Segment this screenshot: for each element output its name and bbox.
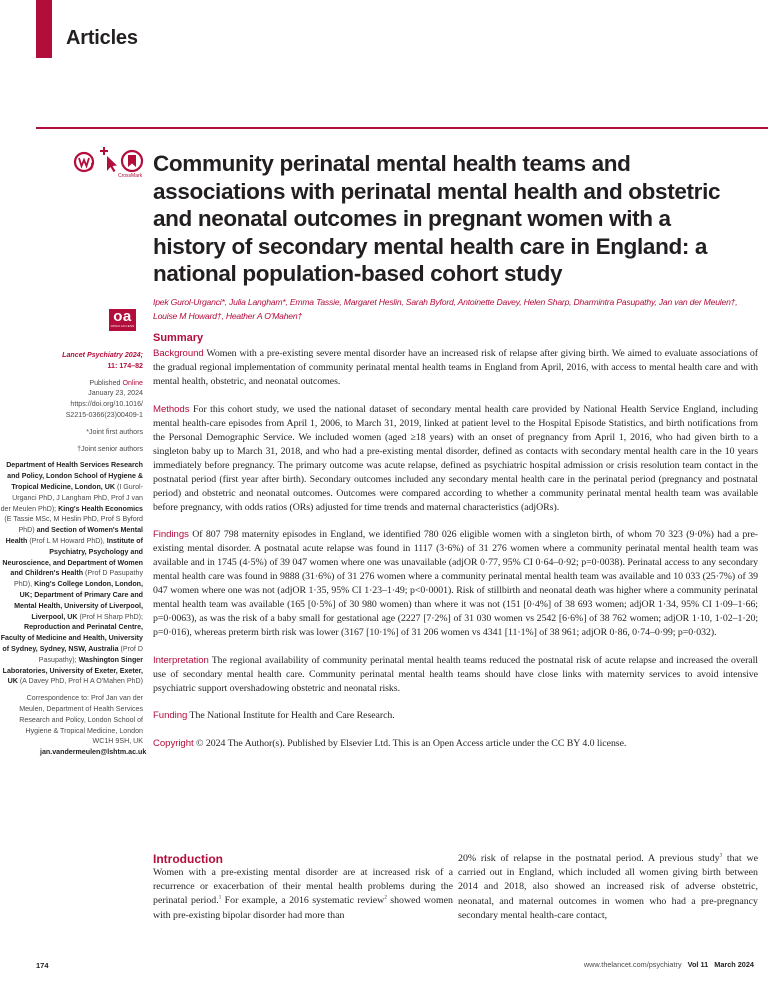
cursor-plus-icon[interactable]	[98, 147, 120, 173]
article-sidebar	[0, 350, 147, 758]
methods-label: Methods	[153, 403, 190, 415]
summary-heading: Summary	[153, 332, 204, 344]
affiliation-item: King's Health Economics	[58, 504, 143, 513]
page-number: 174	[36, 961, 49, 970]
open-access-badge	[109, 309, 136, 331]
funding-label: Funding	[153, 710, 188, 721]
affiliation-item: Reproduction and Perinatal Centre, Faculty of Medicine and Health, University of Sydney, Sydney, NSW, Australia	[0, 623, 143, 653]
journal-volume: 11: 174–82	[107, 361, 143, 370]
section-color-bar	[36, 0, 52, 58]
affiliation-item: King's College London, London, UK; Department of Primary Care and Mental Health, University of Liverpool, Liverpool, UK	[14, 580, 143, 621]
introduction-column-1: Women with a pre-existing mental disorder are at increased risk of a recurrence or exacerbation of their mental health problems during the perinatal period.$^1$ For example, a 2016 systematic review$^2$ showed women with pre-existing bipolar disorder had more than	[153, 867, 453, 921]
summary-findings: Findings Of 807 798 maternity episodes in England, we identified 780 026 eligible women with a singleton birth, of whom 70 323 (9·0%) had a pre-existing mental disorder. A postnatal acute relapse was found in 1117 (3·6%) of 31 276 women where a community perinatal mental health team was available and in 1745 (4·5%) of 39 047 women where one was unavailable (adjOR 0·77, 95% CI 0·64–0·92; p=0·0038). Perinatal access to any secondary mental health care was found in 9888 (31·6%) of 31 276 women where a community perinatal mental health team was available and 10 033 (25·7%) of 39 047 women where one was not (adjOR 1·35, 95% CI 1·23–1·49; p<0·0001). Risk of stillbirth and neonatal death was higher where a community perinatal mental health team was available (165 [0·5%] of 30 980 women) than where it was not (151 [0·4%] of 38 693 women; adjOR 1·34, 95% CI 1·09–1·66; p=0·0063), as was the risk of a baby small for gestational age (2227 [7·2%] of 31 030 women vs 2542 [6·6%] of 38 762 women; adjOR 1·10, 1·02–1·20; p=0·016), whereas preterm birth risk was lower (3167 [10·1%] of 31 206 women vs 4341 [11·1%] of 38 961; adjOR 0·86, 0·74–0·99; p=0·032).	[153, 529, 758, 638]
summary-abstract	[153, 347, 758, 764]
joint-first-note: *Joint first authors	[86, 427, 143, 436]
header-divider	[36, 127, 768, 129]
journal-citation	[0, 350, 143, 372]
journal-name: Lancet Psychiatry 2024;	[62, 351, 143, 359]
background-label: Background	[153, 348, 204, 359]
crossmark-icon[interactable]	[120, 149, 144, 173]
affiliation-item: Department of Health Services Research and Policy, London School of Hygiene & Tropical Medicine, London, UK	[6, 461, 143, 491]
affiliation-item: (A Davey PhD, Prof H A O'Mahen PhD)	[19, 677, 143, 686]
oa-badge-text: oa	[113, 308, 132, 325]
oa-badge-subtext: OPEN ACCESS	[110, 324, 135, 328]
article-title: Community perinatal mental health teams and associations with perinatal mental health and obstetric and neonatal outcomes in pregnant women with a history of secondary mental health care in England: a national population-based cohort study	[153, 151, 721, 286]
footer-info	[584, 960, 754, 969]
published-date: January 23, 2024	[88, 389, 143, 398]
reference-2[interactable]: 2	[384, 896, 387, 902]
journal-volume-footer: Vol 11	[687, 960, 709, 969]
affiliation-item: (E Tassie MSc, M Heslin PhD, Prof S Byford PhD)	[4, 515, 143, 535]
affiliation-item: (I Gurol-Urganci PhD, J Langham PhD, Prof J van der Meulen PhD);	[0, 482, 143, 513]
publication-info	[0, 378, 143, 421]
affiliation-item: (Prof L M Howard PhD),	[29, 536, 105, 545]
findings-label: Findings	[153, 529, 189, 540]
affiliation-item: Institute of Psychiatry, Psychology and Neuroscience, and Department of Women and Children's Health	[2, 536, 143, 578]
summary-copyright: Copyright © 2024 The Author(s). Published by Elsevier Ltd. This is an Open Access article under the CC BY 4.0 license.	[153, 737, 627, 749]
affiliation-item: Washington Singer Laboratories, University of Exeter, Exeter, UK	[2, 655, 143, 686]
affiliation-item: (Prof H Sharp PhD);	[79, 612, 143, 621]
published-online-link[interactable]: Online	[122, 378, 143, 387]
affiliation-item: (Prof D Pasupathy);	[38, 644, 143, 664]
summary-background: Background Women with a pre-existing severe mental disorder have an increased risk of relapse after giving birth. We aimed to evaluate associations of the gradual regional implementation of community perinatal mental health teams in England from April, 2016, with access to mental health care and with mental health, obstetric, and neonatal outcomes.	[153, 348, 758, 387]
web-first-icon[interactable]	[73, 151, 97, 173]
crossmark-label: CrossMark	[118, 173, 143, 179]
affiliation-item: and Section of Women's Mental Health	[5, 526, 143, 545]
introduction-column-2: 20% risk of relapse in the postnatal period. A previous study$^3$ that we carried out in England, which included all women giving birth between 2014 and 2018, also showed an increased risk of adverse obstetric, neonatal, and maternal outcomes in women who had a pre-pregnancy secondary mental health-care contact,	[458, 853, 758, 921]
summary-funding: Funding The National Institute for Health and Care Research.	[153, 710, 395, 721]
introduction-heading: Introduction	[153, 852, 223, 866]
copyright-label: Copyright	[153, 737, 194, 749]
affiliations	[0, 460, 143, 687]
published-label: Published	[89, 378, 123, 387]
reference-1[interactable]: 1	[218, 896, 222, 902]
affiliation-item: (Prof D Pasupathy PhD),	[14, 569, 143, 589]
correspondence-email[interactable]: jan.vandermeulen@lshtm.ac.uk	[40, 748, 147, 757]
doi-link[interactable]: https://doi.org/10.1016/ S2215-0366(23)00409-1	[65, 400, 143, 419]
issue-date: March 2024	[714, 960, 754, 969]
journal-url[interactable]: www.thelancet.com/psychiatry	[583, 960, 682, 969]
summary-interpretation: Interpretation The regional availability of community perinatal mental health teams reduced the postnatal risk of acute relapse and increased the overall use of secondary mental health care. Community perinatal mental health teams should have close links with maternity services to avoid intensive psychiatric support overshadowing obstetric and neonatal risks.	[153, 654, 758, 694]
correspondence: Correspondence to: Prof Jan van der Meulen, Department of Health Services Research and Policy, London School of Hygiene & Tropical Medicine, London WC1H 9SH, UK	[19, 694, 143, 746]
summary-methods: Methods For this cohort study, we used the national dataset of secondary mental health care provided by National Health Service England, including mental health-care episodes from April 1, 2006, to March 31, 2019, linked at patient level to the Hospital Episode Statistics, and birth notifications from the Personal Demographic Service. We included women (aged ≥18 years) with an onset of pregnancy from April 1, 2016, who had given birth to a singleton baby up to March 31, 2018, and who had a pre-existing mental disorder, defined as contacts with secondary mental health care in the 10 years immediately before pregnancy. The primary outcome was acute relapse, defined as psychiatric hospital admission or crisis resolution team contact in the postnatal period (first year after birth). Secondary outcomes included any secondary mental health care in the perinatal period (pregnancy and postnatal period) and obstetric and neonatal outcomes. Outcomes were compared according to whether a community perinatal mental health team was available before pregnancy, with odds ratios (ORs) adjusted for time trends and maternal characteristics (adjORs).	[153, 403, 758, 513]
joint-senior-note: †Joint senior authors	[77, 444, 143, 453]
interpretation-label: Interpretation	[153, 654, 209, 666]
reference-3[interactable]: 3	[719, 853, 723, 859]
section-title: Articles	[66, 27, 138, 49]
author-list: Ipek Gurol-Urganci*, Julia Langham*, Emma Tassie, Margaret Heslin, Sarah Byford, Antoinette Davey, Helen Sharp, Dharmintra Pasupathy, Jan van der Meulen†, Louise M Howard†, Heather A O'Mahen†	[153, 297, 738, 321]
